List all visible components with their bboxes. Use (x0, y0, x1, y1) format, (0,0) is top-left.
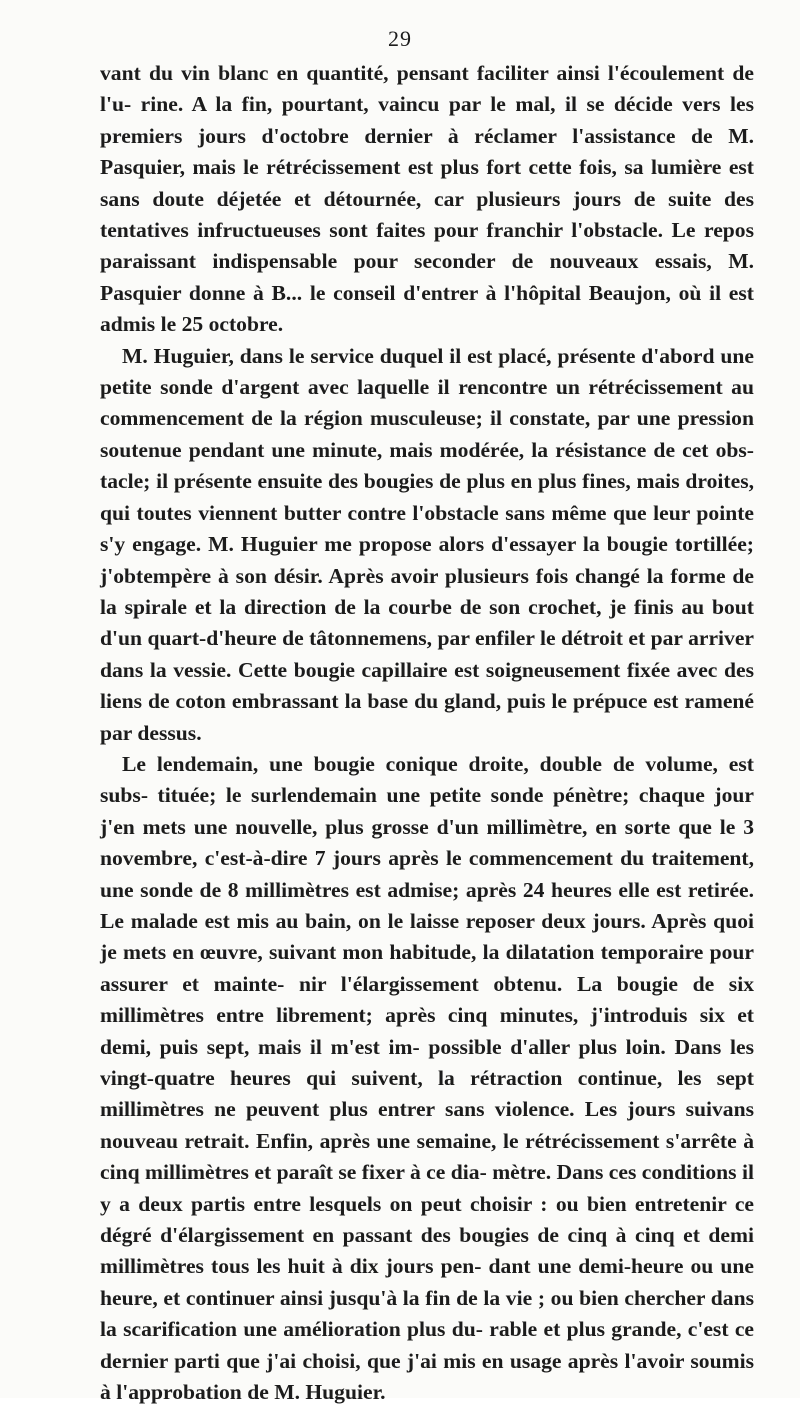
page-number: 29 (388, 26, 412, 51)
paragraph-3: Le lendemain, une bougie conique droite, double de volume, est subs- tituée; le surlendemain une petite sonde pénètre; chaque jour j'en mets une nouvelle, plus grosse d'un millimètre, en sorte que le 3 novembre, c'est-à-dire 7 jours après le commencement du traitement, une sonde de 8 millimètres est admise; après 24 heures elle est retirée. Le malade est mis au bain, on le laisse reposer deux jours. Après quoi je mets en œuvre, suivant mon habitude, la dilatation temporaire pour assurer et mainte- nir l'élargissement obtenu. La bougie de six millimètres entre librement; après cinq minutes, j'introduis six et demi, puis sept, mais il m'est im- possible d'aller plus loin. Dans les vingt-quatre heures qui suivent, la rétraction continue, les sept millimètres ne peuvent plus entrer sans violence. Les jours suivans nouveau retrait. Enfin, après une semaine, le rétrécissement s'arrête à cinq millimètres et paraît se fixer à ce dia- mètre. Dans ces conditions il y a deux partis entre lesquels on peut choisir : ou bien entretenir ce dégré d'élargissement en passant des bougies de cinq à cinq et demi millimètres tous les huit à dix jours pen- dant une demi-heure ou une heure, et continuer ainsi jusqu'à la fin de la vie ; ou bien chercher dans la scarification une amélioration plus du- rable et plus grande, c'est ce dernier parti que j'ai choisi, que j'ai mis en usage après l'avoir soumis à l'approbation de M. Huguier. (100, 751, 754, 1405)
paragraph-1: vant du vin blanc en quantité, pensant faciliter ainsi l'écoulement de l'u- rine. A la fin, pourtant, vaincu par le mal, il se décide vers les premiers jours d'octobre dernier à réclamer l'assistance de M. Pasquier, mais le rétrécissement est plus fort cette fois, sa lumière est sans doute déjetée et détournée, car plusieurs jours de suite des tentatives infructueuses sont faites pour franchir l'obstacle. Le repos paraissant indispensable pour seconder de nouveaux essais, M. Pasquier donne à B... le conseil d'entrer à l'hôpital Beaujon, où il est admis le 25 octobre. (100, 61, 754, 337)
body-text (100, 58, 754, 1408)
paragraph-2: M. Huguier, dans le service duquel il est placé, présente d'abord une petite sonde d'argent avec laquelle il rencontre un rétrécissement au commencement de la région musculeuse; il constate, par une pression soutenue pendant une minute, mais modérée, la résistance de cet obs- tacle; il présente ensuite des bougies de plus en plus fines, mais droites, qui toutes viennent butter contre l'obstacle sans même que leur pointe s'y engage. M. Huguier me propose alors d'essayer la bougie tortillée; j'obtempère à son désir. Après avoir plusieurs fois changé la forme de la spirale et la direction de la courbe de son crochet, je finis au bout d'un quart-d'heure de tâtonnemens, par enfiler le détroit et par arriver dans la vessie. Cette bougie capillaire est soigneusement fixée avec des liens de coton embrassant la base du gland, puis le prépuce est ramené par dessus. (100, 343, 754, 745)
